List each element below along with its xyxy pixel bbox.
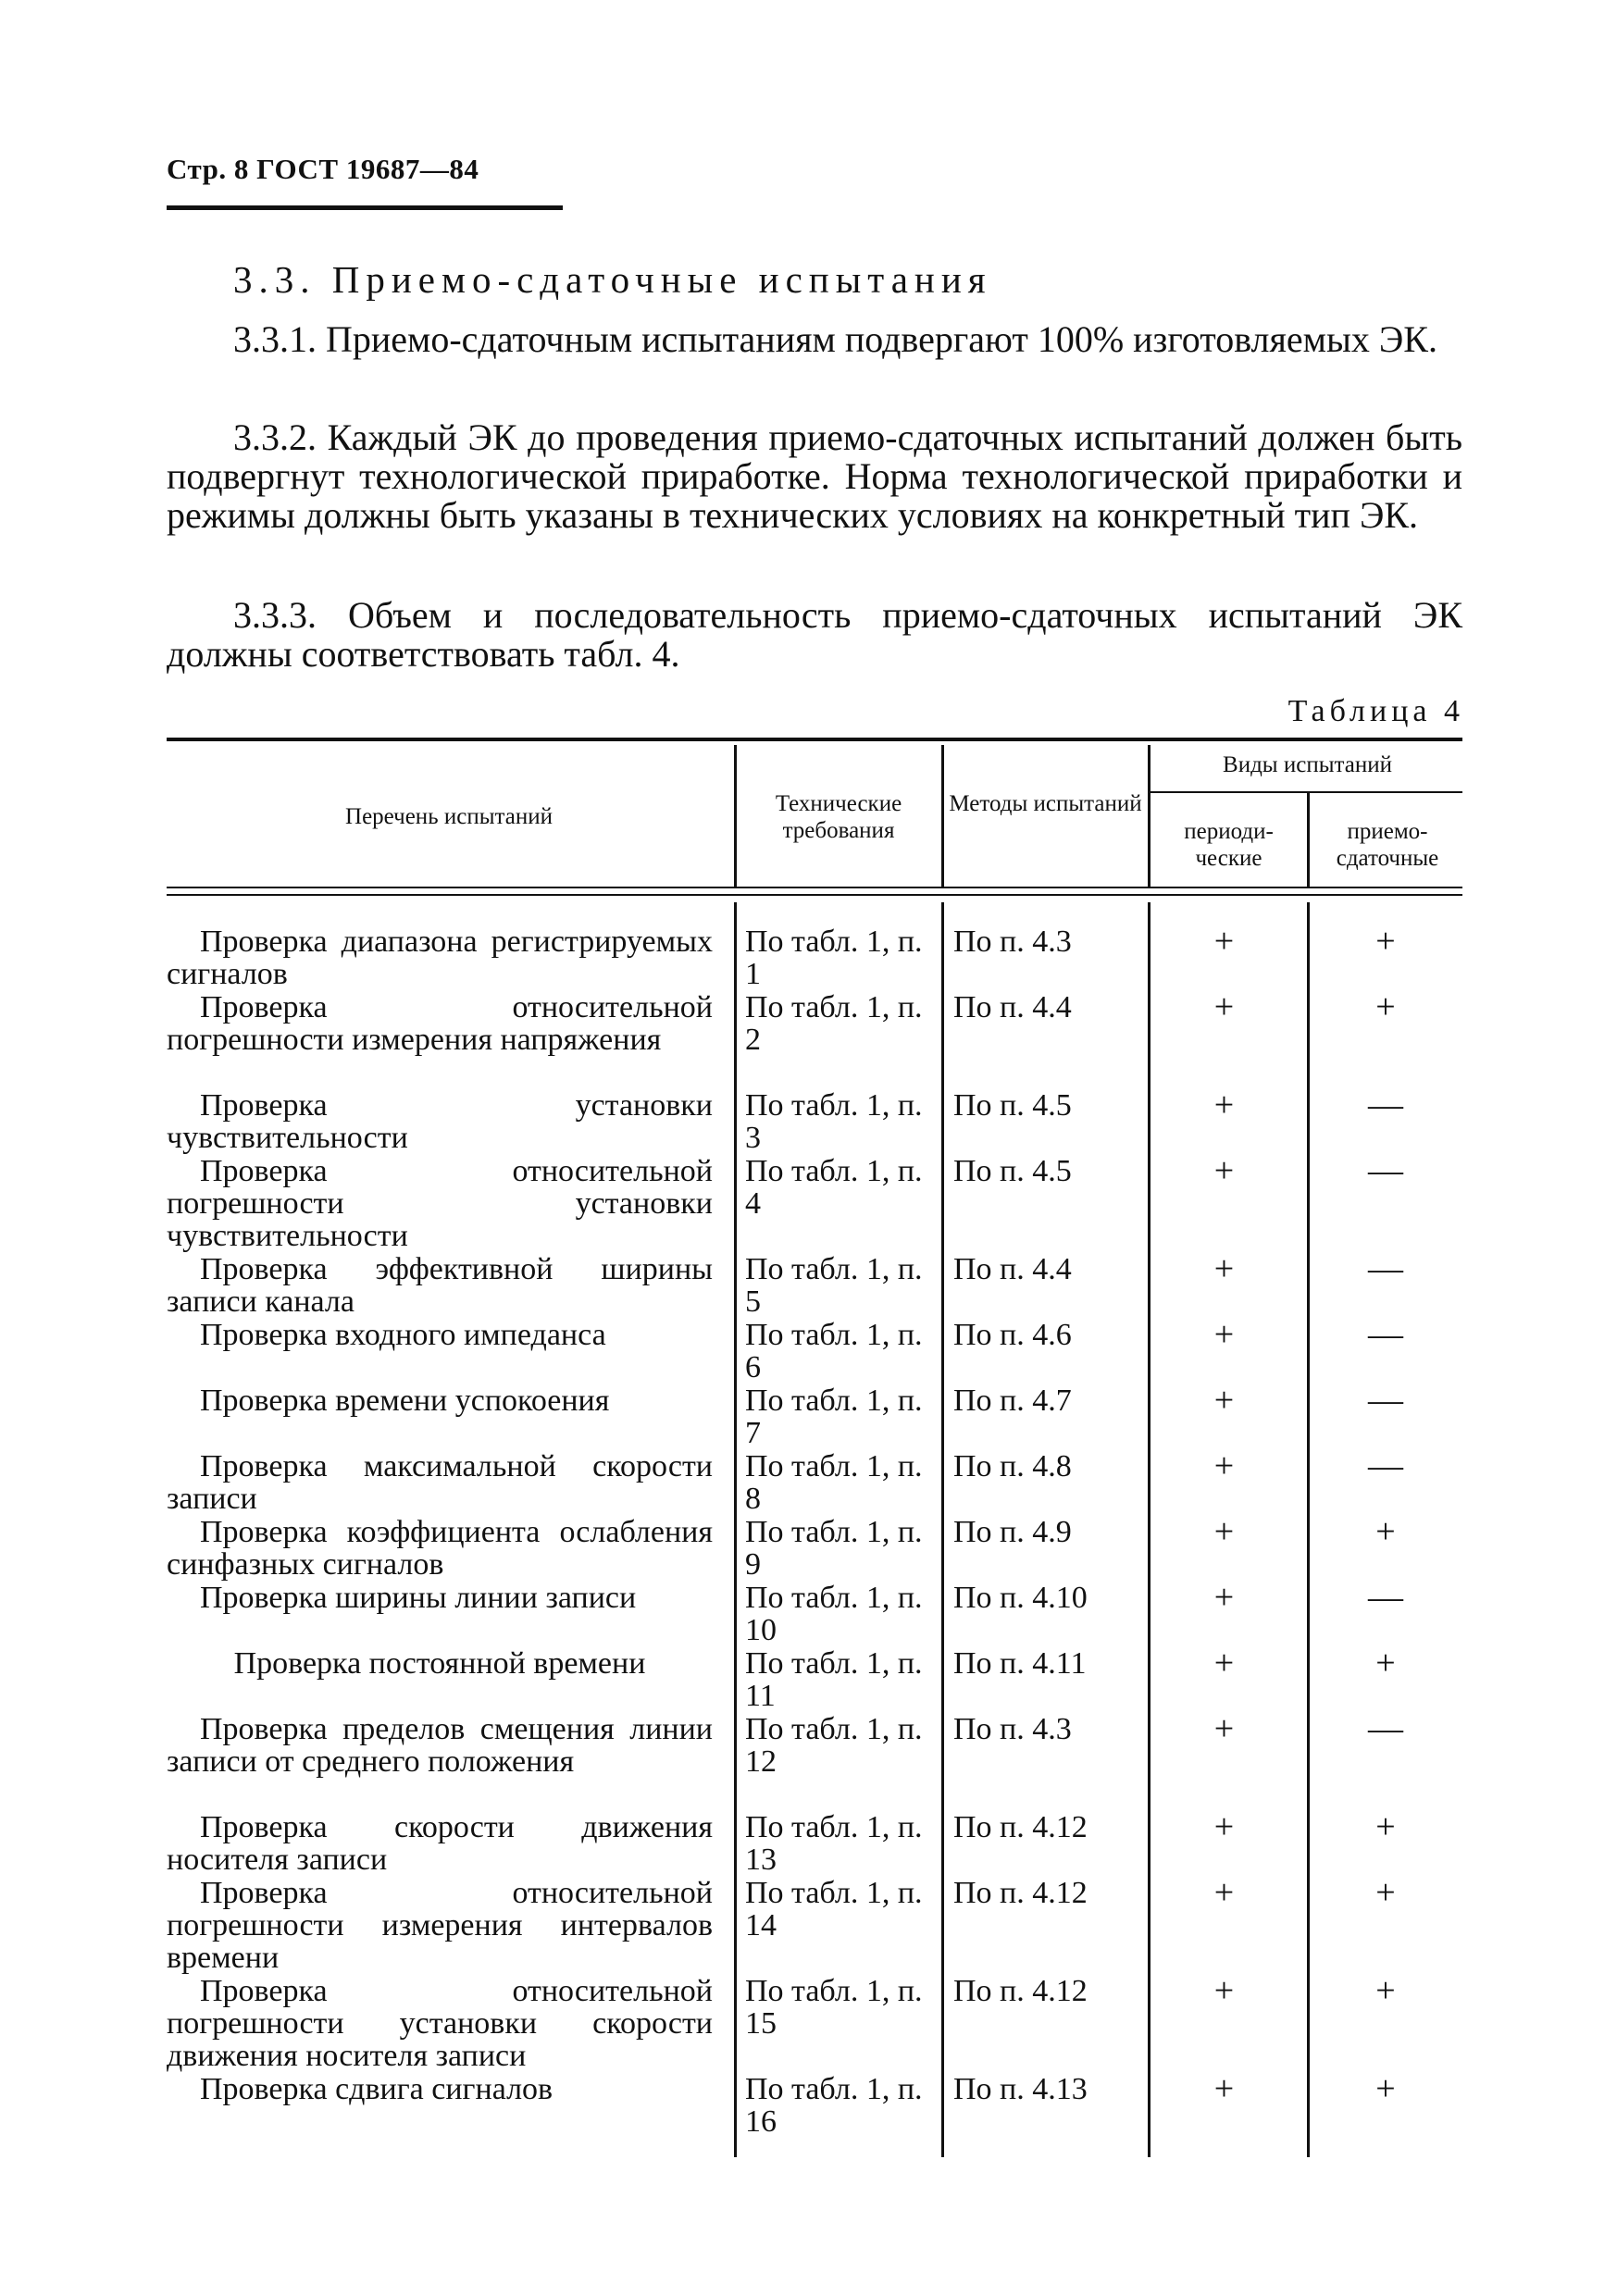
table-row — [167, 1971, 1462, 2073]
test-name-text: Проверка времени успокоения — [200, 1384, 610, 1418]
table-top-rule — [167, 738, 1462, 741]
test-name — [167, 1319, 713, 1351]
acceptance-mark: — — [1368, 1709, 1403, 1748]
tech-requirement: По табл. 1, п. 16 — [745, 2072, 923, 2139]
periodic-mark: + — [1213, 1807, 1235, 1846]
tech-requirement: По табл. 1, п. 12 — [745, 1712, 923, 1779]
acceptance-mark: + — [1375, 1971, 1396, 2010]
periodic-mark: + — [1213, 1644, 1235, 1682]
header-test-methods: Методы испытаний — [949, 791, 1142, 816]
test-method: По п. 4.8 — [953, 1449, 1072, 1483]
header-test-types: Виды испытаний — [1223, 752, 1392, 777]
table-row — [167, 1578, 1462, 1647]
test-method: По п. 4.10 — [953, 1581, 1088, 1615]
acceptance-mark: + — [1375, 1807, 1396, 1846]
test-name — [167, 1089, 713, 1154]
table-row — [167, 1086, 1462, 1155]
header-acceptance: приемо- сдаточные — [1336, 819, 1439, 871]
acceptance-mark: — — [1368, 1578, 1403, 1617]
periodic-mark: + — [1213, 1315, 1235, 1354]
acceptance-mark: + — [1375, 1512, 1396, 1551]
acceptance-mark: — — [1368, 1381, 1403, 1420]
test-name-text: Проверка относительной погрешности измерения интервалов времени — [167, 1876, 713, 1975]
column-divider — [941, 745, 944, 887]
test-method: По п. 4.5 — [953, 1088, 1072, 1123]
paragraph-3-3-2 — [167, 418, 1462, 535]
test-name — [167, 1516, 713, 1581]
table-row — [167, 922, 1462, 991]
test-name-text: Проверка относительной погрешности измерения напряжения — [167, 990, 713, 1057]
tech-requirement: По табл. 1, п. 11 — [745, 1646, 923, 1713]
test-name — [167, 1811, 713, 1876]
acceptance-mark: + — [1375, 922, 1396, 961]
test-method: По п. 4.5 — [953, 1154, 1072, 1188]
test-method: По п. 4.7 — [953, 1384, 1072, 1418]
column-divider — [1307, 793, 1310, 887]
table-row — [167, 1151, 1462, 1253]
tech-requirement: По табл. 1, п. 15 — [745, 1974, 923, 2041]
periodic-mark: + — [1213, 1086, 1235, 1124]
table-header-rule-2 — [167, 894, 1462, 896]
table-row — [167, 1709, 1462, 1811]
acceptance-mark: — — [1368, 1249, 1403, 1288]
acceptance-mark: + — [1375, 1873, 1396, 1912]
periodic-mark: + — [1213, 1446, 1235, 1485]
test-name — [167, 1647, 713, 1680]
table-row — [167, 1446, 1462, 1516]
test-name-text: Проверка пределов смещения линии записи от среднего положения — [167, 1712, 713, 1779]
table-row — [167, 2069, 1462, 2139]
acceptance-mark: — — [1368, 1151, 1403, 1190]
periodic-mark: + — [1213, 1381, 1235, 1420]
tech-requirement: По табл. 1, п. 7 — [745, 1384, 923, 1450]
section-title: 3.3. Приемо-сдаточные испытания — [233, 258, 992, 301]
test-method: По п. 4.13 — [953, 2072, 1088, 2106]
page-header: Стр. 8 ГОСТ 19687—84 — [167, 153, 479, 185]
test-name-text: Проверка сдвига сигналов — [200, 2072, 554, 2106]
table-row — [167, 1873, 1462, 1975]
test-method: По п. 4.9 — [953, 1515, 1072, 1549]
header-rule — [167, 205, 563, 210]
test-method: По п. 4.4 — [953, 990, 1072, 1024]
test-method: По п. 4.12 — [953, 1974, 1088, 2008]
periodic-mark: + — [1213, 1249, 1235, 1288]
acceptance-mark: — — [1368, 1446, 1403, 1485]
test-name-text: Проверка коэффициента ослабления синфазных сигналов — [167, 1515, 713, 1582]
test-name — [167, 1713, 713, 1778]
tech-requirement: По табл. 1, п. 3 — [745, 1088, 923, 1155]
acceptance-mark: — — [1368, 1315, 1403, 1354]
table-caption: Таблица 4 — [1287, 694, 1464, 728]
periodic-mark: + — [1213, 987, 1235, 1026]
test-name — [167, 1975, 713, 2072]
periodic-mark: + — [1213, 1873, 1235, 1912]
paragraph-text: 3.3.2. Каждый ЭК до проведения приемо-сдаточных испытаний должен быть подвергнут технологической приработке. Норма технологической приработки и режимы должны быть указаны в технических условиях на конкретный тип ЭК. — [167, 416, 1462, 536]
paragraph-3-3-1 — [167, 320, 1462, 359]
test-name-text: Проверка относительной погрешности установки чувствительности — [167, 1154, 713, 1253]
test-method: По п. 4.3 — [953, 1712, 1072, 1746]
column-divider — [734, 745, 737, 887]
test-name-text: Проверка ширины линии записи — [200, 1581, 637, 1615]
acceptance-mark: + — [1375, 2069, 1396, 2108]
table-row — [167, 1512, 1462, 1582]
tech-requirement: По табл. 1, п. 10 — [745, 1581, 923, 1647]
tech-requirement: По табл. 1, п. 6 — [745, 1318, 923, 1384]
table-row — [167, 1315, 1462, 1384]
tech-requirement: По табл. 1, п. 4 — [745, 1154, 923, 1221]
test-name — [167, 2073, 713, 2105]
paragraph-text: 3.3.3. Объем и последовательность приемо-сдаточных испытаний ЭК должны соответствовать табл. 4. — [167, 594, 1462, 675]
test-name — [167, 991, 713, 1056]
table-row — [167, 1644, 1462, 1713]
tech-requirement: По табл. 1, п. 13 — [745, 1810, 923, 1877]
column-divider — [1148, 745, 1151, 887]
periodic-mark: + — [1213, 1971, 1235, 2010]
tech-requirement: По табл. 1, п. 8 — [745, 1449, 923, 1516]
test-method: По п. 4.6 — [953, 1318, 1072, 1352]
test-name — [167, 925, 713, 990]
tech-requirement: По табл. 1, п. 1 — [745, 925, 923, 991]
test-name-text: Проверка эффективной ширины записи канала — [167, 1252, 713, 1319]
header-periodic: периоди- ческие — [1184, 819, 1274, 871]
test-method: По п. 4.4 — [953, 1252, 1072, 1286]
test-name-text: Проверка скорости движения носителя записи — [167, 1810, 713, 1877]
table-body — [167, 922, 1462, 2139]
test-name — [167, 1582, 713, 1614]
test-name — [167, 1155, 713, 1252]
periodic-mark: + — [1213, 2069, 1235, 2108]
test-name-text: Проверка относительной погрешности установки скорости движения носителя записи — [167, 1974, 713, 2073]
table-row — [167, 1381, 1462, 1450]
tech-requirement: По табл. 1, п. 2 — [745, 990, 923, 1057]
periodic-mark: + — [1213, 1578, 1235, 1617]
paragraph-text: 3.3.1. Приемо-сдаточным испытаниям подвергают 100% изготовляемых ЭК. — [233, 318, 1437, 360]
header-test-list: Перечень испытаний — [345, 804, 553, 829]
test-method: По п. 4.11 — [953, 1646, 1087, 1681]
periodic-mark: + — [1213, 1512, 1235, 1551]
test-name-text: Проверка установки чувствительности — [167, 1088, 713, 1155]
table-row — [167, 1249, 1462, 1319]
tech-requirement: По табл. 1, п. 14 — [745, 1876, 923, 1942]
periodic-mark: + — [1213, 922, 1235, 961]
periodic-mark: + — [1213, 1151, 1235, 1190]
tech-requirement: По табл. 1, п. 9 — [745, 1515, 923, 1582]
test-name-text: Проверка диапазона регистрируемых сигналов — [167, 925, 713, 991]
test-method: По п. 4.12 — [953, 1810, 1088, 1844]
periodic-mark: + — [1213, 1709, 1235, 1748]
test-name — [167, 1253, 713, 1318]
test-method: По п. 4.3 — [953, 925, 1072, 959]
acceptance-mark: + — [1375, 987, 1396, 1026]
table-header-rule-1 — [167, 887, 1462, 888]
table-row — [167, 1807, 1462, 1877]
test-name-text: Проверка максимальной скорости записи — [167, 1449, 713, 1516]
paragraph-3-3-3 — [167, 596, 1462, 674]
test-method: По п. 4.12 — [953, 1876, 1088, 1910]
acceptance-mark: + — [1375, 1644, 1396, 1682]
tech-requirement: По табл. 1, п. 5 — [745, 1252, 923, 1319]
test-name — [167, 1877, 713, 1974]
test-name-text: Проверка входного импеданса — [200, 1318, 606, 1352]
header-tech-requirements: Технические требования — [775, 791, 902, 843]
test-name — [167, 1384, 713, 1417]
test-name — [167, 1450, 713, 1515]
table-row — [167, 987, 1462, 1089]
test-name-text: Проверка постоянной времени — [233, 1646, 646, 1681]
table-subheader-rule — [1148, 791, 1462, 793]
acceptance-mark: — — [1368, 1086, 1403, 1124]
